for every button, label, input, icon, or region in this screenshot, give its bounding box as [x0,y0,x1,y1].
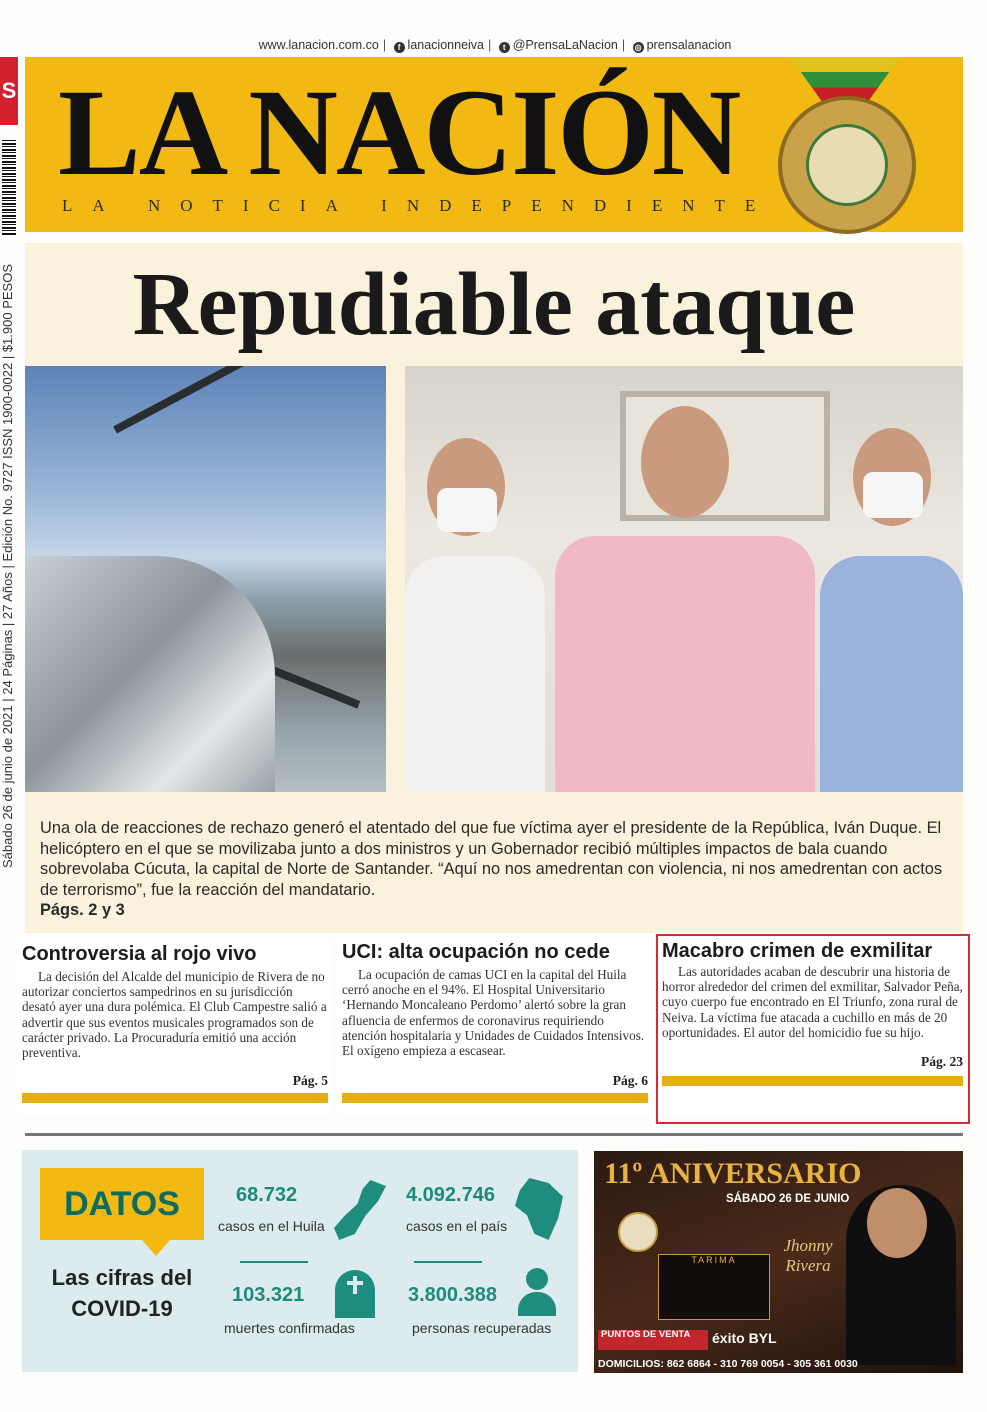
stat-divider [240,1261,308,1263]
datos-label-tail [142,1240,170,1256]
lead-pages[interactable]: Págs. 2 y 3 [40,901,125,919]
instagram-icon: ◎ [633,42,644,53]
ad-phones: DOMICILIOS: 862 6864 - 310 769 0054 - 305 361 0030 [598,1358,858,1370]
officials-photo [405,366,963,792]
stat-caption: casos en el país [406,1218,508,1234]
instagram-handle[interactable]: prensalanacion [646,38,732,52]
lead-body: Una ola de reacciones de rechazo generó el atentado del que fue víctima ayer el presidente de la República, Iván Duque. El helicóptero en el que se movilizaba junto a dos ministros y un Gobernador recibió múltiples impactos de bala cuando sobrevolaba Cúcuta, la capital de Norte de Santander. “Aquí no nos amedrentan con violencia, ni nos amedrentan con actos de terrorismo”, fue la reacción del mandatario. Págs. 2 y 3 [40,818,950,922]
story-text: La ocupación de camas UCI en la capital del Huila cerró anoche en el 94%. El Hospital Universitario ‘Hernando Moncaleano Perdomo’ alertó sobre la gran afluencia de enfermos de coronavirus requiriendo atención hospitalaria y Unidades de Cuidados Intensivos. El oxígeno empieza a escasear. [342,967,645,1059]
story-bar [22,1093,328,1103]
story-page: Pág. 6 [612,1073,648,1088]
story-card[interactable] [17,937,333,1115]
ad-stage-map: TARIMA [658,1254,770,1320]
ad-logo [618,1212,658,1252]
story-bar [342,1093,648,1103]
tombstone-cross [347,1281,363,1285]
helicopter-photo [25,366,386,792]
stat-value: 68.732 [236,1184,298,1206]
story-title[interactable]: Controversia al rojo vivo [22,943,257,965]
facebook-icon: f [394,42,405,53]
tombstone-cross [353,1276,357,1294]
stat-value: 4.092.746 [406,1184,495,1206]
ad-date: SÁBADO 26 DE JUNIO [726,1193,850,1205]
story-card[interactable] [337,937,653,1115]
twitter-handle[interactable]: @PrensaLaNacion [512,38,618,52]
edition-info: Sábado 26 de junio de 2021 | 24 Páginas | 27 Años | Edición No. 9727 ISSN 1900-0022 | $1.900 PESOS [0,264,15,868]
medal-portrait [806,124,888,206]
lead-headline[interactable]: Repudiable ataque [132,255,856,354]
stat-value: 3.800.388 [408,1284,497,1306]
social-bar: www.lanacion.com.co | f lanacionneiva | t @PrensaLaNacion | ◎ prensalanacion [258,38,732,52]
ad-title: 11º ANIVERSARIO [604,1157,862,1190]
story-text: Las autoridades acaban de descubrir una historia de horror alrededor del crimen del exmilitar, Salvador Peña, cuyo cuerpo fue encontrado en El Triunfo, zona rural de Neiva. La víctima fue atacada a cuchillo en más de 20 oportunidades. El autor del homicidio fue su hijo. [662,964,963,1040]
tagline: LA NOTICIA INDEPENDIENTE [62,196,776,215]
stat-divider [414,1261,482,1263]
stat-value: 103.321 [232,1284,305,1306]
facebook-handle[interactable]: lanacionneiva [407,38,484,52]
person-icon [526,1268,548,1290]
ad-artist-face [867,1188,927,1258]
datos-title: Las cifras del COVID-19 [51,1265,193,1321]
datos-label: DATOS [40,1168,204,1240]
stat-caption: casos en el Huila [218,1218,325,1234]
divider-rule [25,1133,963,1136]
section-tab: S [0,57,18,125]
story-page: Pág. 23 [921,1054,963,1069]
story-page: Pág. 5 [292,1073,328,1088]
website-link[interactable]: www.lanacion.com.co [258,38,379,52]
story-title[interactable]: Macabro crimen de exmilitar [662,940,933,962]
highlight-box [656,934,970,1124]
ad-artist-name: Jhonny Rivera [783,1236,833,1275]
twitter-icon: t [499,42,510,53]
ad-sales-points: PUNTOS DE VENTA [598,1330,708,1350]
newspaper-title: LA NACIÓN [58,64,740,201]
stat-caption: muertes confirmadas [224,1320,355,1336]
story-title[interactable]: UCI: alta ocupación no cede [342,941,610,963]
ad-sponsors: éxito BYL [712,1330,777,1346]
story-text: La decisión del Alcalde del municipio de Rivera de no autorizar conciertos sampedrinos en su jurisdicción desató ayer una dura polémica. El Club Campestre salió a advertir que sus eventos musicales programados son de carácter privado. La Procuraduría emitió una acción preventiva. [22,969,327,1061]
stat-caption: personas recuperadas [412,1320,552,1336]
